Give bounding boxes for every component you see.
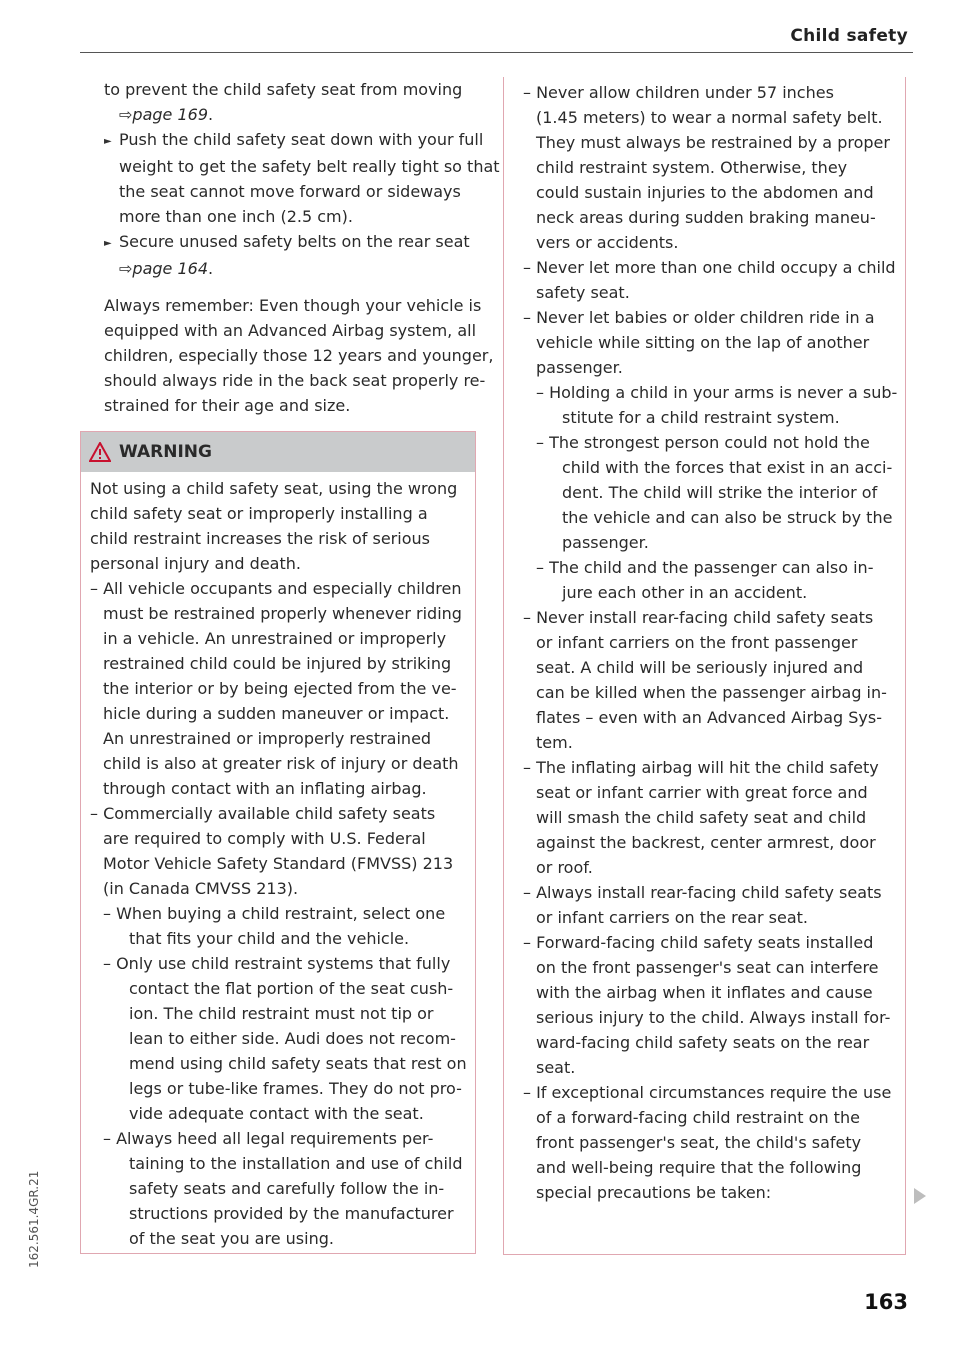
warning-item-line: contact the flat portion of the seat cush- [129, 979, 454, 998]
warning-item-line: – Never let more than one child occupy a child [523, 258, 896, 277]
body-paragraph [104, 293, 494, 418]
paragraph-gap [104, 281, 482, 293]
warning-item-line: taining to the installation and use of child [129, 1154, 463, 1173]
warning-header [81, 432, 475, 472]
page-cross-reference: ⇨page 164 [119, 259, 208, 278]
warning-item-line: ward-facing child safety seats on the rear [536, 1033, 870, 1052]
instruction-step [104, 127, 500, 229]
cross-reference-line [104, 102, 482, 127]
warning-item-line: mend using child safety seats that rest on [129, 1054, 467, 1073]
warning-item-line: – If exceptional circumstances require the use [523, 1083, 892, 1102]
cross-reference-tail: . [208, 105, 214, 124]
warning-title: WARNING [119, 441, 212, 462]
warning-item-line: – Commercially available child safety seats [90, 804, 436, 823]
header-rule [80, 52, 913, 53]
warning-item-line: in a vehicle. An unrestrained or improperly [103, 629, 447, 648]
step-text: Push the child safety seat down with your full [119, 130, 484, 149]
warning-item-line: lean to either side. Audi does not recom- [129, 1029, 456, 1048]
warning-item-line: serious injury to the child. Always install for- [536, 1008, 891, 1027]
warning-item-line: must be restrained properly whenever riding [103, 604, 462, 623]
page-cross-reference: ⇨page 169 [119, 105, 208, 124]
warning-item-line: could sustain injuries to the abdomen and [536, 183, 874, 202]
step-line [104, 204, 482, 229]
warning-item-line: child restraint system. Otherwise, they [536, 158, 848, 177]
warning-item-line: child is also at greater risk of injury or death [103, 754, 459, 773]
section-title: Child safety [790, 26, 908, 46]
warning-item-line: – Never let babies or older children ride in a [523, 308, 875, 327]
warning-item-line: through contact with an inflating airbag. [103, 779, 427, 798]
warning-item-line: vers or accidents. [536, 233, 679, 252]
warning-intro-line: Not using a child safety seat, using the wrong [90, 479, 458, 498]
step-arrow-icon: ► [104, 136, 112, 147]
warning-item-line: seat or infant carrier with great force and [536, 783, 868, 802]
warning-list-item [90, 801, 475, 901]
page-number: 163 [864, 1290, 908, 1314]
warning-list-item [90, 901, 475, 951]
continue-arrow-icon [914, 1188, 926, 1204]
warning-item-line: passenger. [536, 358, 623, 377]
paragraph-line: Always remember: Even though your vehicle is [104, 296, 482, 315]
warning-item-line: passenger. [562, 533, 649, 552]
warning-item-line: seat. A child will be seriously injured and [536, 658, 864, 677]
warning-item-line: hicle during a sudden maneuver or impact. [103, 704, 450, 723]
warning-item-line: – The inflating airbag will hit the child safety [523, 758, 879, 777]
warning-item-line: and well-being require that the following [536, 1158, 862, 1177]
warning-item-line: neck areas during sudden braking maneu- [536, 208, 876, 227]
warning-item-line: – Only use child restraint systems that fully [103, 954, 451, 973]
warning-list-item [523, 880, 905, 930]
warning-list-item [523, 1080, 905, 1205]
warning-item-line: seat. [536, 1058, 576, 1077]
warning-item-line: vide adequate contact with the seat. [129, 1104, 424, 1123]
warning-item-line: jure each other in an accident. [562, 583, 808, 602]
warning-item-line: – Holding a child in your arms is never a sub- [536, 383, 898, 402]
warning-item-line: the vehicle and can also be struck by the [562, 508, 893, 527]
warning-item-line: on the front passenger's seat can interfere [536, 958, 879, 977]
warning-item-line: structions provided by the manufacturer [129, 1204, 454, 1223]
warning-list-item [90, 576, 475, 801]
warning-item-line: front passenger's seat, the child's safety [536, 1133, 862, 1152]
warning-item-line: – Always install rear-facing child safety seats [523, 883, 882, 902]
warning-item-line: restrained child could be injured by striking [103, 654, 452, 673]
warning-item-line: Motor Vehicle Safety Standard (FMVSS) 213 [103, 854, 454, 873]
warning-list-item [523, 930, 905, 1080]
warning-item-line: flates – even with an Advanced Airbag Sys- [536, 708, 882, 727]
warning-item-line: – The strongest person could not hold the [536, 433, 870, 452]
warning-triangle-icon [89, 442, 111, 462]
warning-item-line: – Never allow children under 57 inches [523, 83, 834, 102]
warning-item-line: that fits your child and the vehicle. [129, 929, 410, 948]
warning-intro-line: child safety seat or improperly installing a [90, 504, 428, 523]
warning-item-line: – Always heed all legal requirements per- [103, 1129, 434, 1148]
warning-continuation-box [503, 77, 906, 1255]
warning-list-item [90, 1126, 475, 1251]
paragraph-line: equipped with an Advanced Airbag system, all [104, 321, 477, 340]
right-column [503, 77, 906, 1255]
warning-item-line: stitute for a child restraint system. [562, 408, 840, 427]
warning-list-item [523, 305, 905, 380]
step-text: to prevent the child safety seat from moving [104, 80, 463, 99]
warning-list-item [523, 380, 905, 430]
warning-item-line: of the seat you are using. [129, 1229, 334, 1248]
step-arrow-icon: ► [104, 238, 112, 249]
cross-reference-line [104, 256, 482, 281]
warning-item-line: child with the forces that exist in an acci- [562, 458, 893, 477]
warning-intro-line: child restraint increases the risk of serious [90, 529, 430, 548]
warning-item-line: (in Canada CMVSS 213). [103, 879, 299, 898]
warning-list-item [523, 255, 905, 305]
instruction-step [104, 77, 482, 127]
warning-item-line: legs or tube-like frames. They do not pro- [129, 1079, 462, 1098]
warning-list-item [523, 755, 905, 880]
warning-item-line: tem. [536, 733, 573, 752]
warning-box [80, 431, 476, 1254]
step-line [104, 229, 482, 256]
step-line [104, 179, 482, 204]
warning-item-line: – All vehicle occupants and especially children [90, 579, 462, 598]
warning-item-line: They must always be restrained by a proper [536, 133, 890, 152]
warning-item-line: (1.45 meters) to wear a normal safety belt. [536, 108, 883, 127]
warning-item-line: or infant carriers on the rear seat. [536, 908, 808, 927]
warning-list-item [523, 605, 905, 755]
step-line [104, 154, 500, 179]
warning-list-item [523, 555, 905, 605]
cross-reference-tail: . [208, 259, 214, 278]
step-text: weight to get the safety belt really tight so that [119, 157, 500, 176]
warning-item-line: or infant carriers on the front passenger [536, 633, 858, 652]
warning-item-line: can be killed when the passenger airbag in- [536, 683, 887, 702]
warning-item-line: ion. The child restraint must not tip or [129, 1004, 434, 1023]
step-text: Secure unused safety belts on the rear seat [119, 232, 470, 251]
warning-intro-line: personal injury and death. [90, 554, 301, 573]
warning-item-line: will smash the child safety seat and child [536, 808, 867, 827]
warning-item-line: – Forward-facing child safety seats installed [523, 933, 874, 952]
warning-item-line: of a forward-facing child restraint on the [536, 1108, 860, 1127]
warning-item-line: special precautions be taken: [536, 1183, 772, 1202]
warning-item-line: vehicle while sitting on the lap of another [536, 333, 870, 352]
warning-item-line: are required to comply with U.S. Federal [103, 829, 426, 848]
paragraph-line: strained for their age and size. [104, 396, 351, 415]
warning-item-line: the interior or by being ejected from the ve- [103, 679, 457, 698]
left-column [104, 77, 500, 418]
warning-list-item [90, 951, 475, 1126]
warning-item-line: – Never install rear-facing child safety seats [523, 608, 874, 627]
warning-item-line: safety seats and carefully follow the in- [129, 1179, 445, 1198]
step-line [104, 127, 482, 154]
side-document-code: 162.561.4GR.21 [27, 1170, 41, 1268]
warning-item-line: or roof. [536, 858, 593, 877]
warning-body [81, 472, 475, 1251]
warning-item-line: with the airbag when it inflates and cause [536, 983, 873, 1002]
warning-item-line: against the backrest, center armrest, door [536, 833, 876, 852]
warning-item-line: – The child and the passenger can also in- [536, 558, 874, 577]
warning-item-line: – When buying a child restraint, select one [103, 904, 446, 923]
warning-list-item [523, 80, 905, 255]
warning-item-line: dent. The child will strike the interior of [562, 483, 878, 502]
step-text: the seat cannot move forward or sideways [119, 182, 461, 201]
step-text: more than one inch (2.5 cm). [119, 207, 353, 226]
paragraph-line: should always ride in the back seat properly re- [104, 371, 486, 390]
warning-item-line: An unrestrained or improperly restrained [103, 729, 432, 748]
paragraph-line: children, especially those 12 years and younger, [104, 346, 494, 365]
instruction-step [104, 229, 482, 281]
warning-list-item [523, 430, 905, 555]
warning-item-line: safety seat. [536, 283, 630, 302]
step-line [104, 77, 482, 102]
warning-intro [90, 476, 475, 576]
